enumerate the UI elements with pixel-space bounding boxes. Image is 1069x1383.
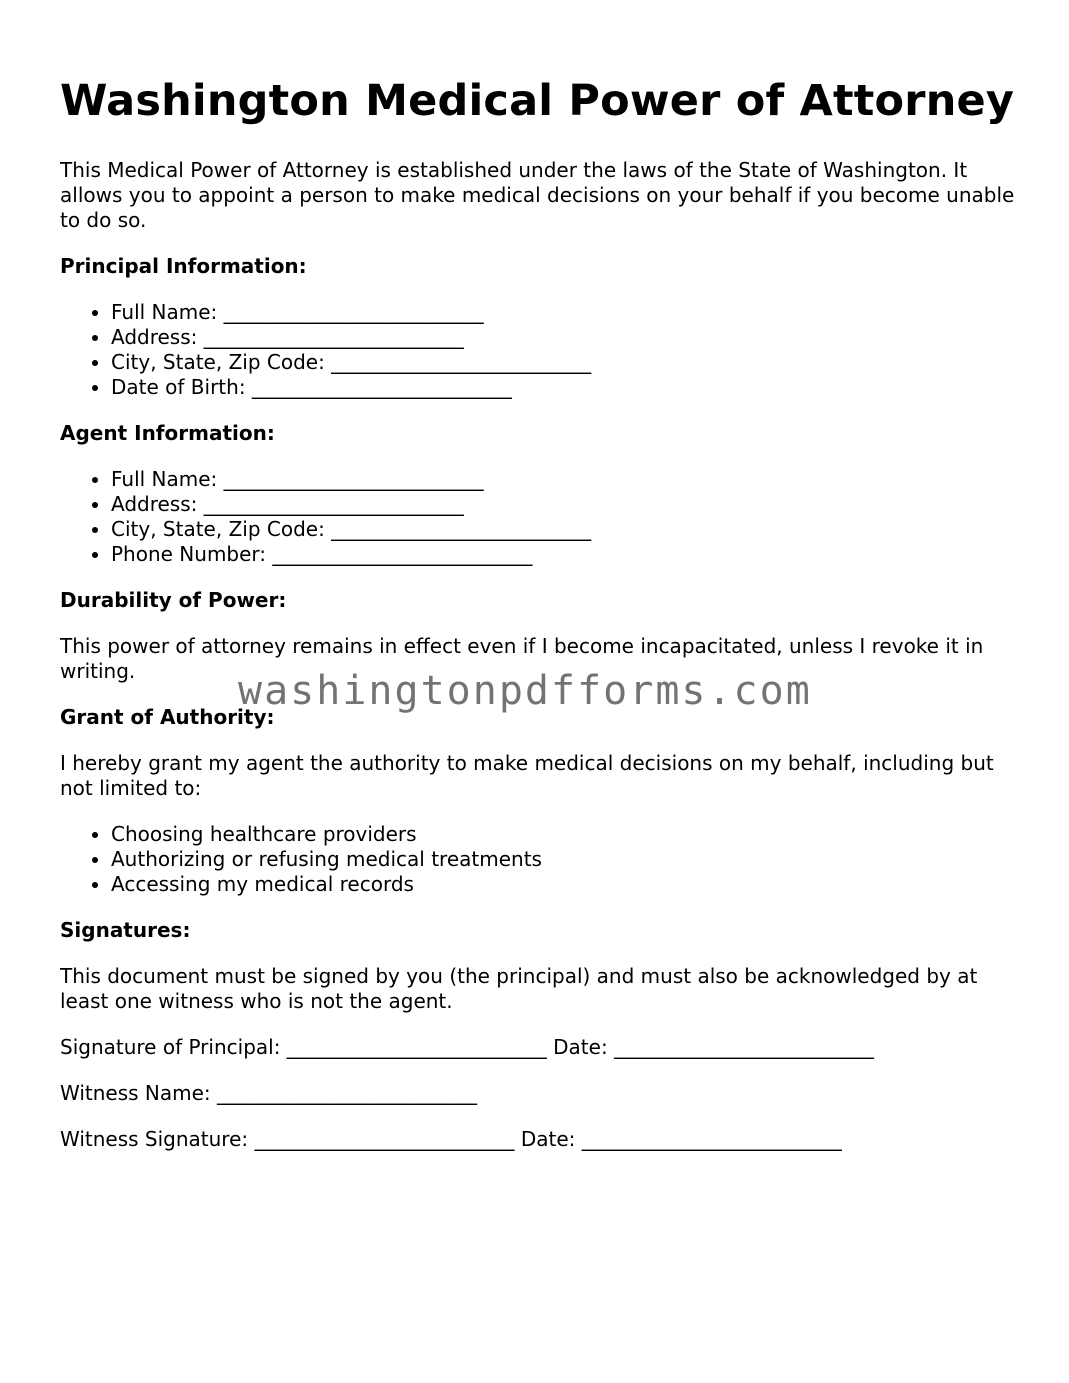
principal-address-field: • Address: __________________________ xyxy=(111,325,1020,350)
agent-list xyxy=(60,467,1020,567)
authority-item: • Choosing healthcare providers xyxy=(111,822,1020,847)
principal-date-of-birth-field: • Date of Birth: __________________________ xyxy=(111,375,1020,400)
principal-heading: Principal Information: xyxy=(60,254,307,278)
witness-signature-line: Witness Signature: __________________________ Date: __________________________ xyxy=(60,1127,842,1151)
signatures-heading: Signatures: xyxy=(60,918,191,942)
document-title: Washington Medical Power of Attorney xyxy=(60,76,1015,126)
agent-city-state-zip-field: • City, State, Zip Code: __________________________ xyxy=(111,517,1020,542)
document-page xyxy=(60,74,1020,1173)
authority-paragraph: I hereby grant my agent the authority to make medical decisions on my behalf, including but not limited to: xyxy=(60,751,994,800)
intro-paragraph: This Medical Power of Attorney is established under the laws of the State of Washington. It allows you to appoint a person to make medical decisions on your behalf if you become unable to do so. xyxy=(60,158,1015,232)
agent-full-name-field: • Full Name: __________________________ xyxy=(111,467,1020,492)
principal-list xyxy=(60,300,1020,400)
authority-list xyxy=(60,822,1020,897)
agent-address-field: • Address: __________________________ xyxy=(111,492,1020,517)
principal-full-name-field: • Full Name: __________________________ xyxy=(111,300,1020,325)
witness-name-line: Witness Name: __________________________ xyxy=(60,1081,478,1105)
durability-paragraph: This power of attorney remains in effect even if I become incapacitated, unless I revoke it in writing. xyxy=(60,634,984,683)
durability-heading: Durability of Power: xyxy=(60,588,287,612)
watermark: washingtonpdfforms.com xyxy=(238,668,812,714)
principal-signature-line: Signature of Principal: __________________________ Date: __________________________ xyxy=(60,1035,875,1059)
signatures-paragraph: This document must be signed by you (the principal) and must also be acknowledged by at least one witness who is not the agent. xyxy=(60,964,978,1013)
agent-phone-number-field: • Phone Number: __________________________ xyxy=(111,542,1020,567)
authority-item: • Accessing my medical records xyxy=(111,872,1020,897)
principal-city-state-zip-field: • City, State, Zip Code: __________________________ xyxy=(111,350,1020,375)
agent-heading: Agent Information: xyxy=(60,421,275,445)
authority-item: • Authorizing or refusing medical treatments xyxy=(111,847,1020,872)
authority-heading: Grant of Authority: xyxy=(60,705,275,729)
